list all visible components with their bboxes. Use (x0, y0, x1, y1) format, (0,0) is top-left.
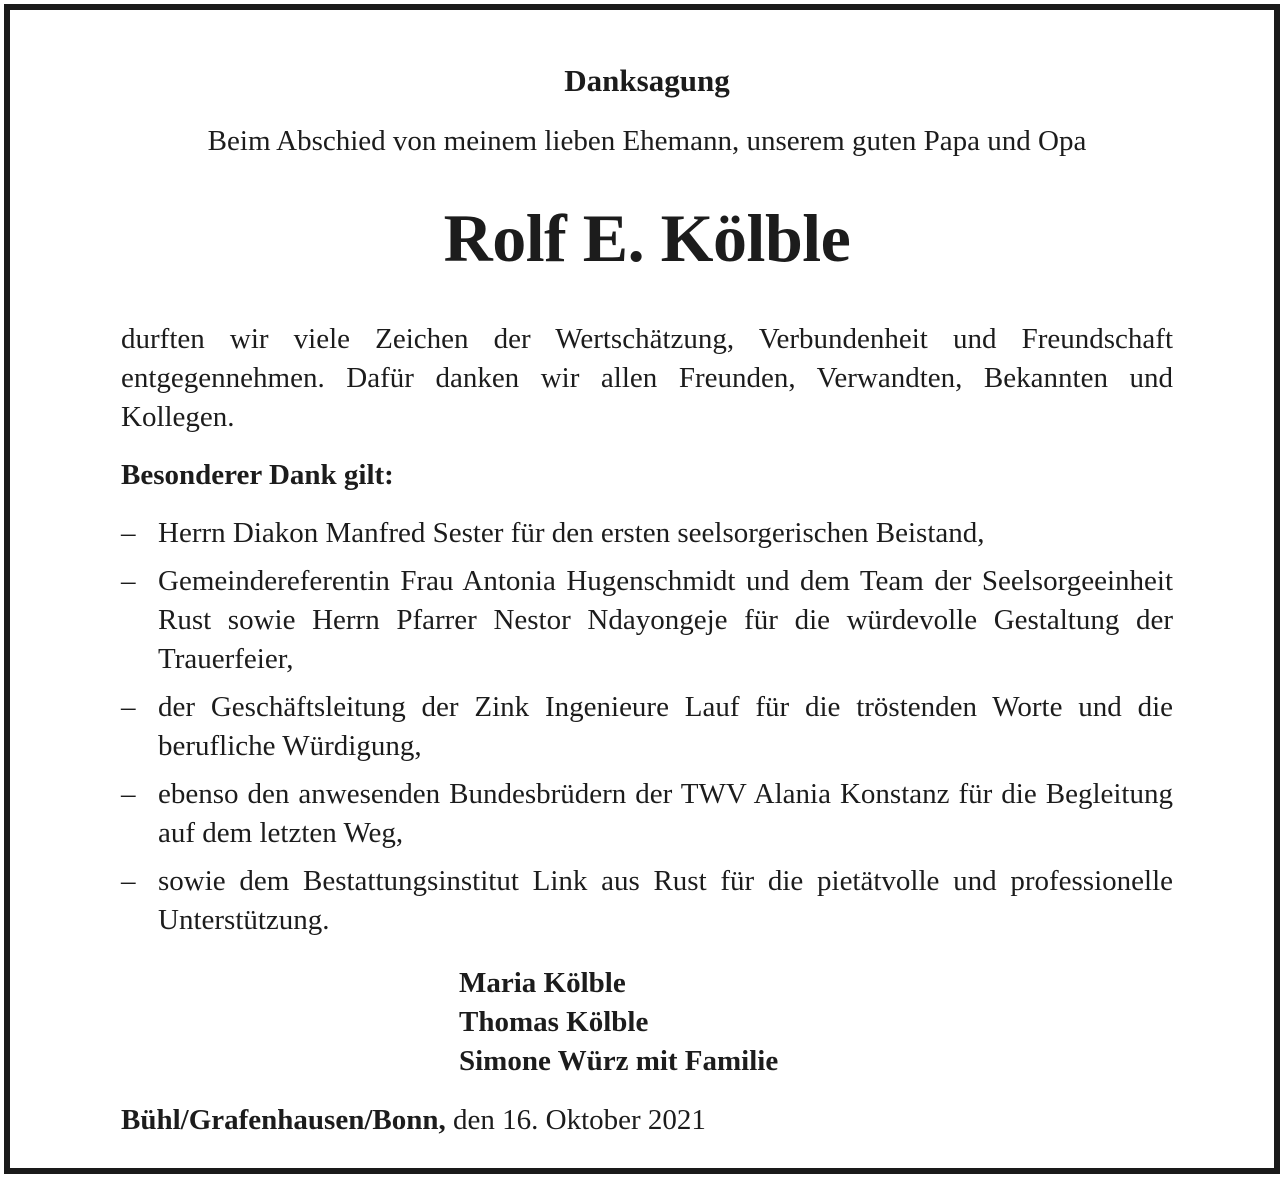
place-text: Bühl/Grafenhausen/Bonn, (121, 1104, 446, 1136)
notice-frame (4, 4, 1280, 1174)
thanks-list-item (121, 775, 1173, 853)
notice-heading: Danksagung (564, 63, 730, 98)
dash-bullet: – (121, 517, 136, 549)
thanks-item-text: ebenso den anwesenden Bundesbrüdern der TWV Alania Konstanz für die Begleitung auf dem letzten Weg, (158, 778, 1173, 849)
thanks-list-item (121, 562, 1173, 679)
notice-intro: Beim Abschied von meinem lieben Ehemann, unserem guten Papa und Opa (207, 125, 1087, 157)
deceased-name: Rolf E. Kölble (443, 200, 851, 276)
thanks-item-text: Herrn Diakon Manfred Sester für den ersten seelsorgerischen Beistand, (158, 517, 985, 549)
dash-bullet: – (121, 565, 136, 597)
thanks-list (121, 514, 1173, 949)
thanks-list-item (121, 862, 1173, 940)
thanks-item-text: der Geschäftsleitung der Zink Ingenieure Lauf für die tröstenden Worte und die berufliche Würdigung, (158, 691, 1173, 762)
thanks-item-text: sowie dem Bestattungsinstitut Link aus Rust für die pietätvolle und professionelle Unterstützung. (158, 865, 1173, 936)
signature-name: Simone Würz mit Familie (459, 1045, 779, 1077)
dash-bullet: – (121, 778, 136, 810)
special-thanks-heading: Besonderer Dank gilt: (121, 459, 394, 491)
signatures-block (459, 964, 778, 1081)
thanks-list-item (121, 688, 1173, 766)
date-text: den 16. Oktober 2021 (453, 1104, 706, 1136)
signature-name: Maria Kölble (459, 967, 626, 999)
dash-bullet: – (121, 865, 136, 897)
place-date-line (121, 1101, 1173, 1140)
thanks-list-item (121, 514, 1173, 553)
thanks-item-text: Gemeindereferentin Frau Antonia Hugenschmidt und dem Team der Seelsorgeeinheit Rust sowie Herrn Pfarrer Nestor Ndayongeje für die würdevolle Gestaltung der Trauerfeier, (158, 565, 1173, 675)
dash-bullet: – (121, 691, 136, 723)
thanks-paragraph: durften wir viele Zeichen der Wertschätzung, Verbundenheit und Freundschaft entgegennehmen. Dafür danken wir allen Freunden, Verwandten, Bekannten und Kollegen. (121, 323, 1173, 433)
signature-name: Thomas Kölble (459, 1006, 649, 1038)
